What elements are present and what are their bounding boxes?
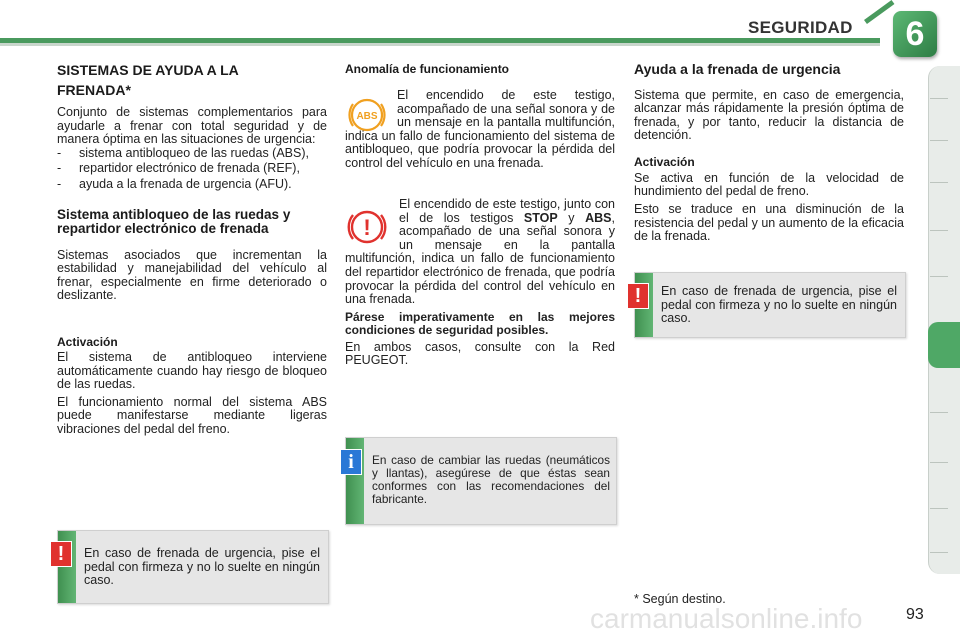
malfunction-para-2-wrap [345, 198, 615, 368]
malfunction-heading: Anomalía de funcionamiento [345, 62, 510, 76]
tab-divider [930, 182, 948, 183]
tab-divider [930, 552, 948, 553]
tab-divider [930, 140, 948, 141]
malfunction-para-1: El encendido de este testigo, acompañado de una señal sonora y de un mensaje en la pantalla multifunción, indica un fallo de funcionamiento del sistema de antibloqueo, que podría provocar la pérdida del control del vehículo en una frenada. [345, 88, 615, 170]
list-item: - sistema antibloqueo de las ruedas (ABS), [57, 145, 309, 160]
column-1 [57, 60, 327, 437]
list-item: - ayuda a la frenada de urgencia (AFU). [57, 176, 292, 191]
warning-note [634, 272, 906, 338]
warning-icon: ! [50, 541, 72, 567]
malfunction-para-2: El encendido de este testigo, junto con el de los testigos STOP y ABS, acompañado de una señal sonora y un mensaje en la pantalla multifunción, indica un fallo de funcionamiento del repartidor electrónico de frenada, que podría provocar la pérdida del control del vehículo en una frenada. [345, 197, 615, 307]
section-title: SEGURIDAD [748, 18, 853, 37]
header-rule-shadow [0, 43, 880, 46]
page-number: 93 [906, 606, 924, 623]
abs-label: ABS [585, 210, 612, 225]
icon-spacer [345, 198, 399, 250]
list-item: - repartidor electrónico de frenada (REF), [57, 161, 300, 176]
tab-divider [930, 230, 948, 231]
abs-heading: Sistema antibloqueo de las ruedas y repartidor electrónico de frenada [57, 206, 291, 237]
abs-description: Sistemas asociados que incrementan la estabilidad y manejabilidad del vehículo al frenar, especialmente en firme deteriorado o deslizante. [57, 247, 327, 303]
watermark: carmanualsonline.info [590, 603, 863, 634]
warning-text: En caso de frenada de urgencia, pise el pedal con firmeza y no lo suelte en ningún caso. [84, 546, 320, 588]
header-rule-diagonal [864, 0, 894, 24]
column-2 [345, 62, 615, 76]
tab-divider [930, 462, 948, 463]
tab-divider [930, 508, 948, 509]
emergency-brake-intro: Sistema que permite, en caso de emergencia, alcanzar más rápidamente la presión óptima de frenada, y por tanto, reducir la distancia de detención. [634, 87, 904, 143]
chapter-tab-active[interactable] [928, 322, 960, 368]
warning-icon: ! [627, 283, 649, 309]
activation-heading: Activación [634, 154, 695, 169]
info-icon: i [340, 449, 362, 475]
warning-note [57, 530, 329, 604]
activation-heading: Activación [57, 334, 118, 349]
main-heading: SISTEMAS DE AYUDA A LA FRENADA* [57, 62, 239, 98]
consult-network-text: En ambos casos, consulte con la Red PEUGEOT. [345, 339, 615, 368]
info-text: En caso de cambiar las ruedas (neumáticos y llantas), asegúrese de que éstas sean conformes con las recomendaciones del fabricante. [372, 453, 610, 506]
column-3 [634, 62, 904, 244]
abs-icon-label: ABS [356, 111, 378, 122]
abs-vibration-text: El funcionamiento normal del sistema ABS puede manifestarse mediante ligeras vibraciones del pedal del freno. [57, 394, 327, 436]
activation-text: El sistema de antibloqueo interviene automáticamente cuando hay riesgo de bloqueo de las ruedas. [57, 349, 327, 392]
malfunction-para-1-wrap [345, 89, 615, 171]
info-note [345, 437, 617, 525]
footnote: * Según destino. [634, 592, 726, 606]
intro-text: Conjunto de sistemas complementarios para ayudarle a frenar con total seguridad y de manera óptima en las situaciones de urgencia: [57, 105, 327, 147]
tab-divider [930, 412, 948, 413]
effect-text: Esto se traduce en una disminución de la resistencia del pedal y un aumento de la eficacia de la frenada. [634, 202, 904, 244]
stop-label: STOP [523, 210, 558, 225]
warning-text: En caso de frenada de urgencia, pise el pedal con firmeza y no lo suelte en ningún caso. [661, 284, 897, 326]
chapter-badge: 6 [893, 11, 937, 57]
systems-list [57, 147, 327, 192]
chapter-tab-strip [928, 66, 960, 574]
tab-divider [930, 98, 948, 99]
brake-icon-mark: ! [363, 215, 371, 240]
activation-text: Se activa en función de la velocidad de hundimiento del pedal de freno. [634, 170, 904, 199]
icon-spacer [345, 89, 397, 129]
stop-notice: Párese imperativamente en las mejores condiciones de seguridad posibles. [345, 309, 615, 337]
tab-divider [930, 276, 948, 277]
emergency-brake-heading: Ayuda a la frenada de urgencia [634, 61, 841, 77]
